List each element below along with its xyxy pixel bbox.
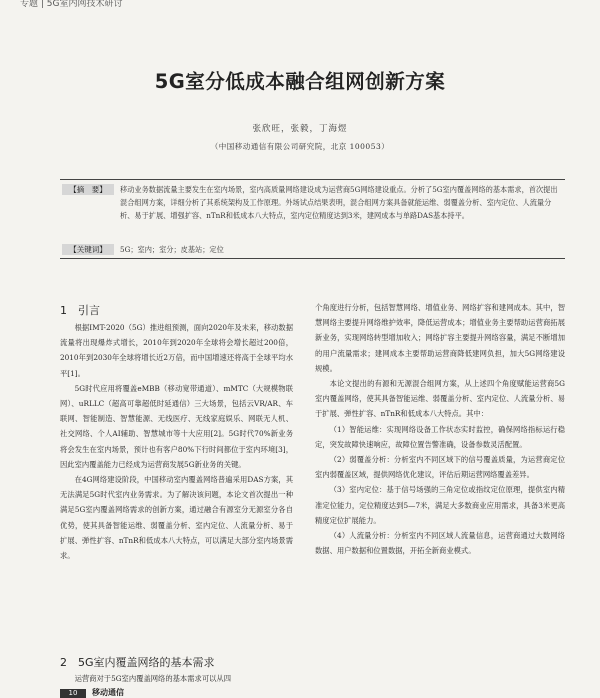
paragraph: （3）室内定位：基于信号场强的三角定位或指纹定位原理，提供室内精准定位能力，定位精度达到5—7米，满足大多数商业应用需求，具备3米更高精度定位扩展能力。 xyxy=(315,485,565,525)
keywords-label: 【关键词】 xyxy=(62,244,114,255)
left-column-after xyxy=(60,671,293,686)
abstract-box xyxy=(60,179,565,259)
paragraph: 在4G网络建设阶段，中国移动室内覆盖网络普遍采用DAS方案，其无法满足5G时代室内业务需求。为了解决该问题，本论文首次提出一种满足5G室内覆盖网络需求的创新方案，通过融合有源室分无源室分各自优势，使其具备智能运维、弱覆盖分析、室内定位、人流量分析、易于扩展、弹性扩容、nTnR和低成本八大特点，可以满足大部分室内场景需求。 xyxy=(60,475,293,561)
abstract-label: 【摘 要】 xyxy=(62,184,114,195)
paragraph: （1）智能运维：实现网络设备工作状态实时监控，确保网络指标运行稳定，突发故障快速响应，故障位置告警准确，设备参数灵活配置。 xyxy=(315,424,565,449)
keywords-text: 5G；室内；室分；皮基站；定位 xyxy=(120,245,224,254)
paragraph: 个角度进行分析，包括智慧网络、增值业务、网络扩容和建网成本。其中，智慧网络主要提升网络维护效率，降低运营成本；增值业务主要帮助运营商拓展新业务，实现网络转型增加收入；网络扩容主要提升网络容量，满足不断增加的用户流量需求；建网成本主要帮助运营商降低建网负担，加大5G网络建设规模。 xyxy=(315,303,565,373)
right-column xyxy=(315,300,565,558)
journal-name: 移动通信 xyxy=(92,688,124,697)
paragraph: 运营商对于5G室内覆盖网络的基本需求可以从四 xyxy=(74,674,232,683)
paragraph: （2）弱覆盖分析：分析室内不同区域下的信号覆盖质量，为运营商定位室内弱覆盖区域，提供网络优化建议，评估后期运营网络覆盖差异。 xyxy=(315,455,565,480)
affiliation: （中国移动通信有限公司研究院，北京 100053） xyxy=(210,142,390,151)
page-number: 10 xyxy=(60,689,86,698)
running-header-text: 专题 | 5G室内网技术研讨 xyxy=(20,0,123,9)
authors: 张欣旺，张毅，丁海煜 xyxy=(252,124,348,134)
running-header xyxy=(0,0,600,8)
paragraph: （4）人流量分析：分析室内不同区域人流量信息，运营商通过大数网络数据、用户数据和位置数据，开拓全新商业模式。 xyxy=(315,531,565,556)
paragraph: 根据IMT-2020（5G）推进组预测，面向2020年及未来，移动数据流量将出现爆炸式增长，2010年到2020年全球将会增长超过200倍，2010年到2030年全球将增长近2万倍，而中国增速还将高于全球平均水平[1]。 xyxy=(60,323,293,378)
section-heading-2: 2 5G室内覆盖网络的基本需求 xyxy=(60,656,215,669)
paragraph: 5G时代应用将覆盖eMBB（移动宽带通道）、mMTC（大规模物联网）、uRLLC（超高可靠超低时延通信）三大场景，包括云VR/AR、车联网、智能制造、智慧能源、无线医疗、无线家庭娱乐、网联无人机、社交网络、个人AI辅助、智慧城市等十大应用[2]。5G时代70%新业务将会发生在室内场景，预计也有客户80%下行时间都位于室内环境[3]，因此室内覆盖能力已经成为运营商发展5G新业务的关键。 xyxy=(60,383,293,469)
page-footer xyxy=(60,689,190,698)
paper-title: 5G室分低成本融合组网创新方案 xyxy=(154,70,446,93)
left-column xyxy=(60,320,293,563)
paragraph: 本论文提出的有源和无源混合组网方案，从上述四个角度赋能运营商5G室内覆盖网络，使其具备智能运维、弱覆盖分析、室内定位、人流量分析、易于扩展、弹性扩容、nTnR和低成本八大特点。其中： xyxy=(315,379,565,419)
abstract-text: 移动业务数据流量主要发生在室内场景，室内高质量网络建设成为运营商5G网络建设重点。分析了5G室内覆盖网络的基本需求，首次提出混合组网方案，详细分析了其系统架构及工作原理。外场试点结果表明，混合组网方案具备就能运维、弱覆盖分析、室内定位、人流量分析、易于扩展、增强扩容、nTnR和低成本八大特点，室内定位精度达到3米，建网成本与单路DAS基本持平。 xyxy=(120,185,558,220)
section-heading-1: 1 引言 xyxy=(60,304,100,317)
